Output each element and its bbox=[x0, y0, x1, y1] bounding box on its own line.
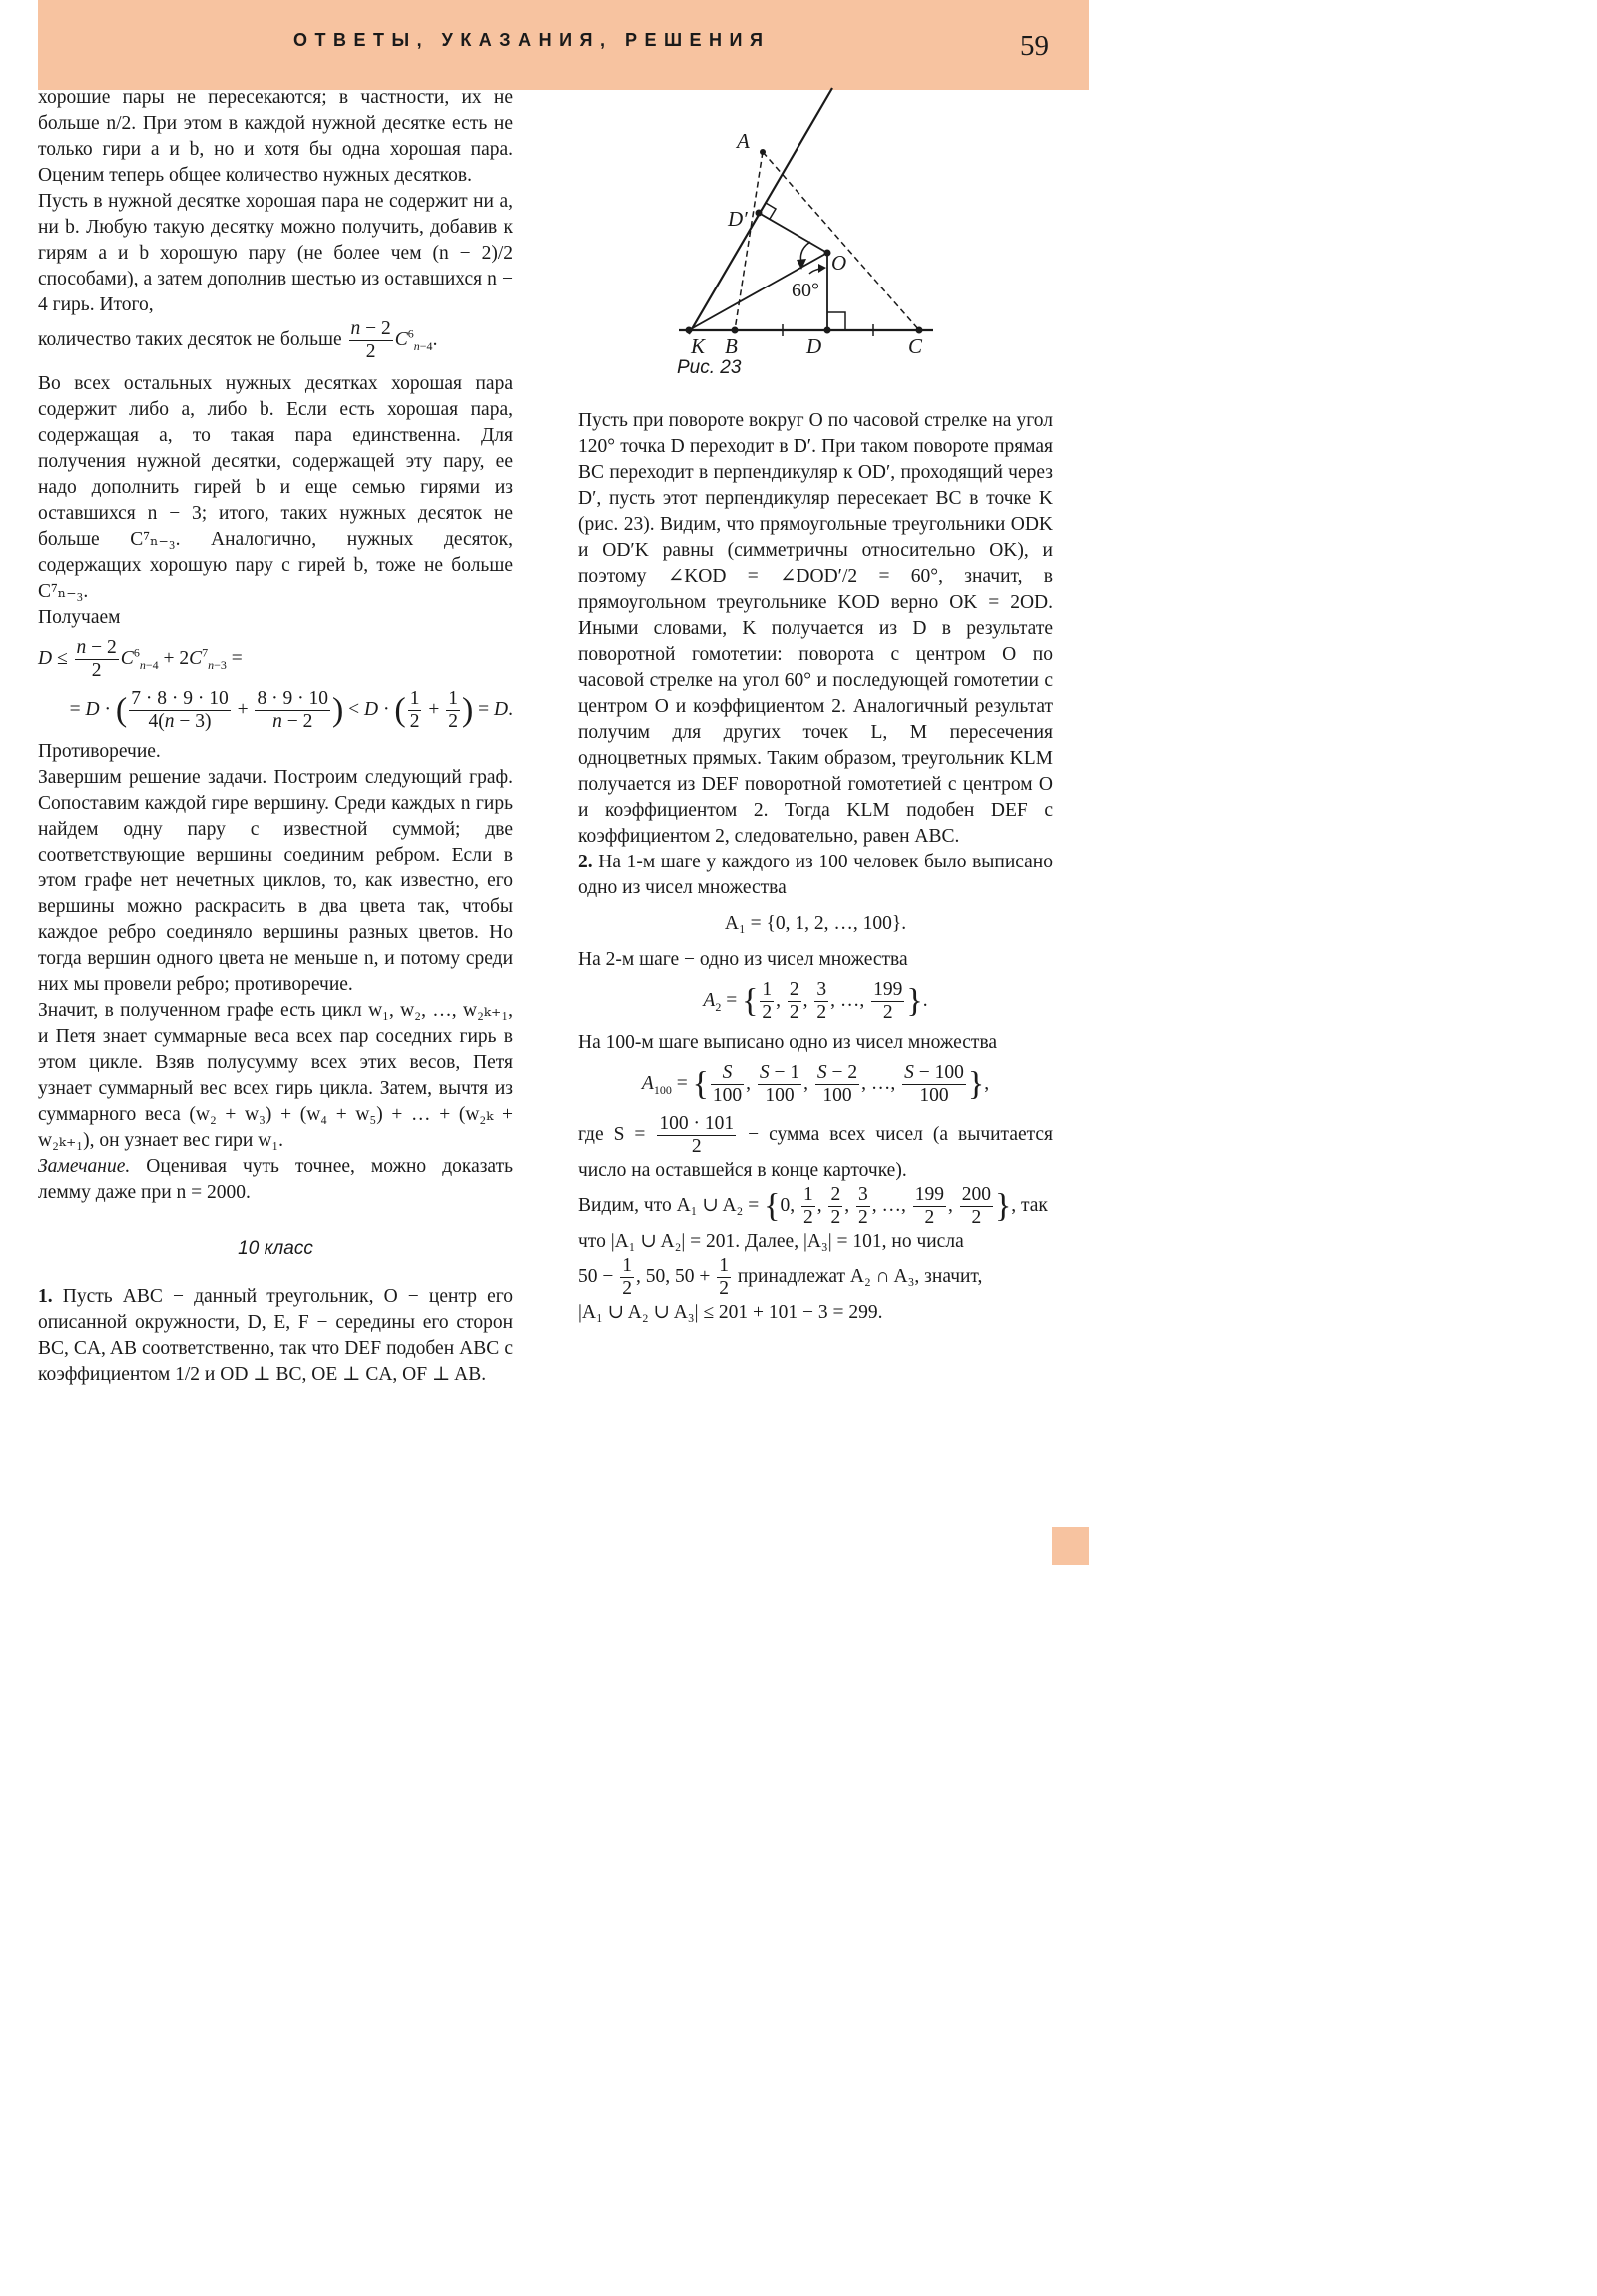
paragraph: количество таких десяток не больше $\frac{n - 2}{2}$ $C^6_{n-4}$. bbox=[38, 318, 438, 362]
label-o: O bbox=[831, 251, 847, 275]
right-angle-d-prime bbox=[766, 203, 776, 219]
problem-1: 1. Пусть ABC − данный треугольник, O − центр его описанной окружности, D, E, F − середины его сторон BC, CA, AB соответственно, так что DEF подобен ABC с коэффициентом 1/2 и OD ⊥ BC, OE ⊥ CA, OF ⊥ AB. bbox=[38, 1286, 513, 1385]
point-d-prime bbox=[756, 210, 763, 217]
point-k bbox=[686, 327, 693, 334]
paragraph: где S = $\frac{100 \cdot 101}{2}$ − сумма всех чисел (а вычитается число на оставшейся в конце карточке). bbox=[578, 1113, 1054, 1181]
paragraph: что |A₁ ∪ A₂| = 201. Далее, |A₃| = 101, но числа bbox=[578, 1231, 964, 1252]
right-angle-d bbox=[827, 312, 845, 330]
set-a2: $A_2$ = { $\frac{1}{2}$ , $\frac{2}{2}$ , $\frac{3}{2}$ , …, $\frac{199}{2}$ }. bbox=[703, 979, 928, 1023]
left-column bbox=[38, 85, 513, 1388]
paragraph: На 2-м шаге − одно из чисел множества bbox=[578, 949, 908, 970]
figure-23 bbox=[669, 82, 978, 361]
paragraph: Пусть при повороте вокруг O по часовой стрелке на угол 120° точка D переходит в D′. При таком повороте прямая BC переходит в перпендикуляр к OD′, проходящий через D′, пусть этот перпендикуляр пересекает BC в точке K (рис. 23). Видим, что прямоугольные треугольники ODK и OD′K равны (симметричны относительно OK), и поэтому ∠KOD = ∠DOD′/2 = 60°, значит, в прямоугольном треугольнике KOD верно OK = 2OD. Иными словами, K получается из D в результате поворотной гомотетии: поворота с центром O по часовой стрелке на угол 60° и последующей гомотетии с центром O и коэффициентом 2. Аналогичный результат получим для других точек L, M пересечения одноцветных прямых. Таким образом, треугольник KLM получается из DEF поворотной гомотетией с центром O и коэффициентом 2. Тогда KLM подобен DEF с коэффициентом 2, следовательно, равен ABC. bbox=[578, 410, 1053, 847]
paragraph: Противоречие. bbox=[38, 741, 161, 762]
paragraph: Пусть в нужной десятке хорошая пара не содержит ни a, ни b. Любую такую десятку можно получить, добавив к гирям a и b хорошую пару (не более чем (n − 2)/2 способами), а затем дополнив шестью из оставшихся n − 4 гирь. Итого, bbox=[38, 191, 513, 315]
point-o bbox=[824, 250, 831, 257]
corner-tab bbox=[1052, 1527, 1089, 1565]
segment-od-prime bbox=[759, 213, 827, 253]
point-a bbox=[760, 149, 766, 155]
remark: Замечание. Оценивая чуть точнее, можно доказать лемму даже при n = 2000. bbox=[38, 1156, 513, 1203]
label-angle: 60° bbox=[792, 280, 819, 301]
paragraph: На 100-м шаге выписано одно из чисел множества bbox=[578, 1032, 998, 1053]
set-a1: A₁ = {0, 1, 2, …, 100}. bbox=[724, 913, 907, 934]
figure-caption: Рис. 23 bbox=[677, 357, 742, 378]
point-d bbox=[824, 327, 831, 334]
label-k: K bbox=[691, 334, 706, 358]
segment-ab bbox=[735, 152, 763, 330]
paragraph: Во всех остальных нужных десятках хорошая пара содержит либо a, либо b. Если есть хорошая пара, содержащая a, то такая пара единственна. Для получения нужной десятки, содержащей эту пару, ее надо дополнить гирей b и еще семью гирями из оставшихся n − 3; итого, таких нужных десяток не больше C⁷ₙ₋₃. Аналогично, нужных десяток, содержащих хорошую пару с гирей b, тоже не больше C⁷ₙ₋₃. bbox=[38, 373, 513, 602]
label-a: A bbox=[737, 129, 750, 153]
paragraph: Завершим решение задачи. Построим следующий граф. Сопоставим каждой гире вершину. Среди каждых n гирь найдем одну пару с известной суммой; две соответствующие вершины соединим ребром. Если в этом графе нет нечетных циклов, то, как известно, его вершины можно раскрасить в два цвета так, чтобы каждое ребро соединяло вершины разных цветов. Но тогда вершин одного цвета не меньше n, и потому среди них мы провели ребро; противоречие. bbox=[38, 767, 513, 995]
label-b: B bbox=[725, 334, 738, 358]
problem-2: 2. На 1-м шаге у каждого из 100 человек было выписано одно из чисел множества bbox=[578, 852, 1053, 898]
inequality-formula: D ≤ $\frac{n - 2}{2}$ $C^6_{n-4} + 2C^7_{n-3}$ = bbox=[38, 637, 243, 681]
point-c bbox=[916, 327, 923, 334]
label-d-prime: D′ bbox=[728, 207, 748, 231]
label-d: D bbox=[806, 334, 822, 358]
point-b bbox=[732, 327, 739, 334]
page-number: 59 bbox=[1020, 30, 1049, 62]
paragraph: Значит, в полученном графе есть цикл w₁, w₂, …, w₂ₖ₊₁, и Петя знает суммарные веса всех пар соседних гирь в этом цикле. Взяв полусумму всех этих весов, Петя узнает суммарный вес всех гирь цикла. Затем, вычтя из суммарного веса (w₂ + w₃) + (w₄ + w₅) + … + (w₂ₖ + w₂ₖ₊₁), он узнает вес гири w₁. bbox=[38, 1000, 513, 1151]
paragraph: Получаем bbox=[38, 607, 121, 628]
inequality-formula-2: = D · ( $\frac{7 \cdot 8 \cdot 9 \cdot 10}{4(n - 3)}$ + $\frac{8 \cdot 9 \cdot 10}{n - 2}$ ) < D · ( $\frac{1}{2}$ + $\frac{1}{2}$ ) = D. bbox=[69, 688, 513, 732]
paragraph: 50 − $\frac{1}{2}$ , 50, 50 + $\frac{1}{2}$ принадлежат A₂ ∩ A₃, значит, bbox=[578, 1255, 983, 1299]
section-heading: 10 класс bbox=[238, 1238, 313, 1259]
paragraph: Видим, что A₁ ∪ A₂ = {0, $\frac{1}{2}$ , $\frac{2}{2}$ , $\frac{3}{2}$ , …, $\frac{199}{2}$ , $\frac{200}{2}$ }, так bbox=[578, 1184, 1048, 1228]
set-a100: $A_{100}$ = { $\frac{S}{100}$ , $\frac{S - 1}{100}$ , $\frac{S - 2}{100}$ , …, $\frac{S - 100}{100}$ }, bbox=[641, 1062, 990, 1106]
right-column bbox=[578, 408, 1053, 1326]
running-title: ОТВЕТЫ, УКАЗАНИЯ, РЕШЕНИЯ bbox=[293, 30, 771, 50]
segment-ac bbox=[763, 152, 919, 330]
paragraph: |A₁ ∪ A₂ ∪ A₃| ≤ 201 + 101 − 3 = 299. bbox=[578, 1302, 883, 1323]
paragraph: хорошие пары не пересекаются; в частности, их не больше n/2. При этом в каждой нужной десятке есть не только гири a и b, но и хотя бы одна хорошая пара. Оценим теперь общее количество нужных десятков. bbox=[38, 87, 513, 186]
label-c: C bbox=[908, 334, 923, 358]
